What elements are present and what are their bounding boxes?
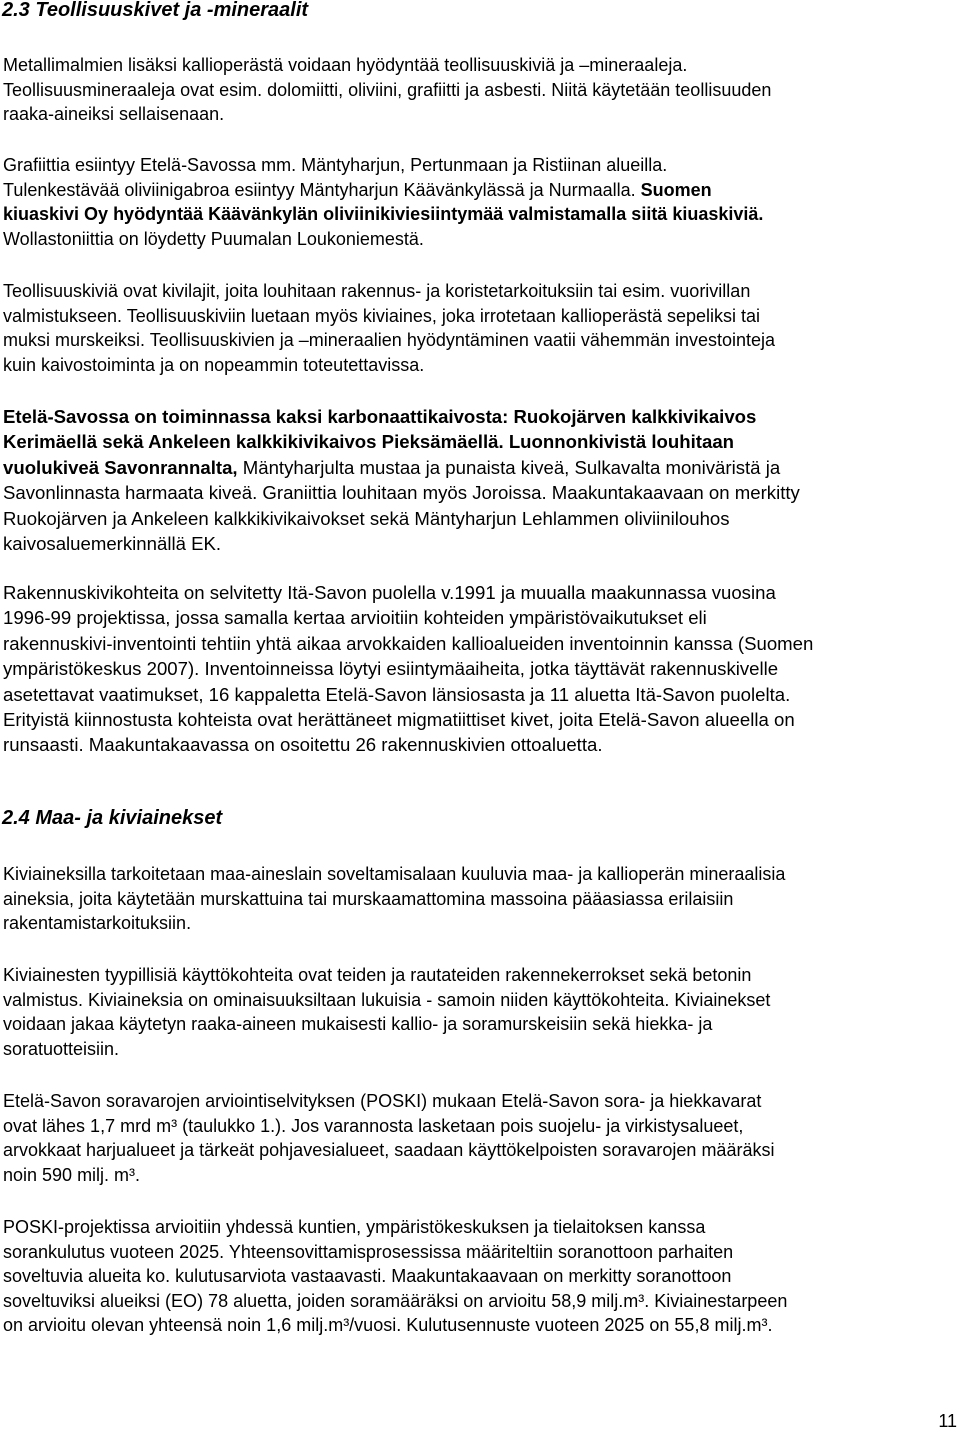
text-line: soratuotteisiin. [3,1038,120,1059]
text-line: valmistukseen. Teollisuuskiviin luetaan myös kiviaines, joka irrotetaan kallioperästä sepeliksi tai [3,305,761,326]
bold-text-line: kiuaskivi Oy hyödyntää Käävänkylän oliviinikiviesiintymää valmistamalla siitä kiuaskiviä. [3,204,764,224]
paragraph [3,1215,946,1338]
text-line: Savonlinnasta harmaata kiveä. Graniittia louhitaan myös Joroissa. Maakuntakaavaan on merkitty [3,482,800,504]
paragraph [3,1089,946,1187]
text-line: noin 590 milj. m³. [3,1164,141,1185]
text-line: rakennuskivi-inventointi tehtiin yhtä aikaa arvokkaiden kallioalueiden inventoinnin kanssa (Suomen [3,632,814,654]
text-line: raaka-aineiksi sellaisenaan. [3,104,225,124]
text-line: arvokkaat harjualueet ja tärkeät pohjavesialueet, saadaan käyttökelpoisten soravarojen määräksi [3,1140,775,1160]
text-line: Rakennuskivikohteita on selvitetty Itä-Savon puolella v.1991 ja muualla maakunnassa vuosina [3,582,776,603]
text-line: sorankulutus vuoteen 2025. Yhteensovittamisprosessissa määriteltiin soranottoon parhaiten [3,1241,734,1262]
paragraph [3,862,946,936]
text-line: aineksia, joita käytetään murskattuina tai murskaamattomina massoina pääasiassa erilaisiin [3,888,734,909]
text-line: Ruokojärven ja Ankeleen kalkkikivikaivokset sekä Mäntyharjun Lehlammen oliviinilouhos [3,507,730,529]
text-line: muksi murskeiksi. Teollisuuskivien ja –mineraalien hyödyntäminen vaatii vähemmän investointeja [3,330,776,350]
bold-text-line: Etelä-Savossa on toiminnassa kaksi karbonaattikaivosta: Ruokojärven kalkkivikaivos [3,406,757,427]
text-line: Kiviaineksilla tarkoitetaan maa-aineslain soveltamisalaan kuuluvia maa- ja kallioperän mineraalisia [3,864,786,884]
text-line: soveltuviksi alueiksi (EO) 78 aluetta, joiden soramääräksi on arvioitu 58,9 milj.m³. Kiviainestarpeen [3,1290,788,1311]
text-line: rakentamistarkoituksiin. [3,913,192,933]
text-line: voidaan jakaa käytetyn raaka-aineen mukaisesti kallio- ja soramurskeisiin sekä hiekka- ja [3,1014,713,1034]
paragraph [3,53,946,127]
text-line [3,178,946,203]
text-run: Tulenkestävää oliviinigabroa esiintyy Mäntyharjun Käävänkylässä ja Nurmaalla. [3,179,636,200]
text-line [3,455,946,480]
text-line: soveltuvia alueita ko. kulutusarviota vastaavasti. Maakuntakaavaan on merkitty soranottoon [3,1266,732,1286]
section-heading-2-3: 2.3 Teollisuuskivet ja -mineraalit [2,0,309,21]
text-line: on arvioitu olevan yhteensä noin 1,6 milj.m³/vuosi. Kulutusennuste vuoteen 2025 on 55,8 milj.m³. [3,1315,773,1335]
text-line: ovat lähes 1,7 mrd m³ (taulukko 1.). Jos varannosta lasketaan pois suojelu- ja virkistysalueet, [3,1115,744,1136]
paragraph [3,580,946,758]
text-line: Grafiittia esiintyy Etelä-Savossa mm. Mäntyharjun, Pertunmaan ja Ristiinan alueilla. [3,155,668,175]
text-line: Erityistä kiinnostusta kohteista ovat herättäneet migmatiittiset kivet, joita Etelä-Savon alueella on [3,709,795,731]
text-line: Wollastoniittia on löydetty Puumalan Loukoniemestä. [3,228,424,249]
text-line: ympäristökeskus 2007). Inventoinneissa löytyi esiintymäaiheita, jotka täyttävät rakennuskivelle [3,658,779,680]
bold-text-line: Kerimäellä sekä Ankeleen kalkkikivikaivos Pieksämäellä. Luonnonkivistä louhitaan [3,431,735,453]
page-number: 11 [938,1411,957,1431]
paragraph [3,404,946,556]
section-heading-2-4: 2.4 Maa- ja kiviainekset [2,807,223,829]
paragraph [3,963,946,1061]
text-line: Teollisuusmineraaleja ovat esim. dolomiitti, oliviini, grafiitti ja asbesti. Niitä käytetään teollisuuden [3,79,772,100]
text-line: Metallimalmien lisäksi kallioperästä voidaan hyödyntää teollisuuskiviä ja –mineraaleja. [3,55,688,75]
text-run: Mäntyharjulta mustaa ja punaista kiveä, Sulkavalta moniväristä ja [237,456,781,478]
text-line: POSKI-projektissa arvioitiin yhdessä kuntien, ympäristökeskuksen ja tielaitoksen kanssa [3,1217,706,1237]
text-line: valmistus. Kiviaineksia on ominaisuuksiltaan lukuisia - samoin niiden käyttökohteita. Kiviainekset [3,989,771,1010]
bold-text-run: vuolukiveä Savonrannalta, [3,456,238,478]
text-line: Teollisuuskiviä ovat kivilajit, joita louhitaan rakennus- ja koristetarkoituksiin tai esim. vuorivillan [3,281,751,301]
paragraph [3,153,946,251]
text-line: runsaasti. Maakuntakaavassa on osoitettu 26 rakennuskivien ottoaluetta. [3,734,603,756]
text-line: kaivosaluemerkinnällä EK. [3,533,222,555]
text-line: kuin kaivostoiminta ja on nopeammin toteutettavissa. [3,354,425,375]
bold-text-run: Suomen [635,179,712,200]
text-line: asetettavat vaatimukset, 16 kappaletta Etelä-Savon länsiosasta ja 11 aluetta Itä-Savon puolelta. [3,683,791,705]
paragraph [3,279,946,377]
text-line: Etelä-Savon soravarojen arviointiselvityksen (POSKI) mukaan Etelä-Savon sora- ja hiekkavarat [3,1091,762,1111]
text-line: 1996-99 projektissa, jossa samalla kertaa arvioitiin kohteiden ympäristövaikutukset eli [3,607,707,629]
text-line: Kiviainesten tyypillisiä käyttökohteita ovat teiden ja rautateiden rakennekerrokset sekä betonin [3,965,752,985]
